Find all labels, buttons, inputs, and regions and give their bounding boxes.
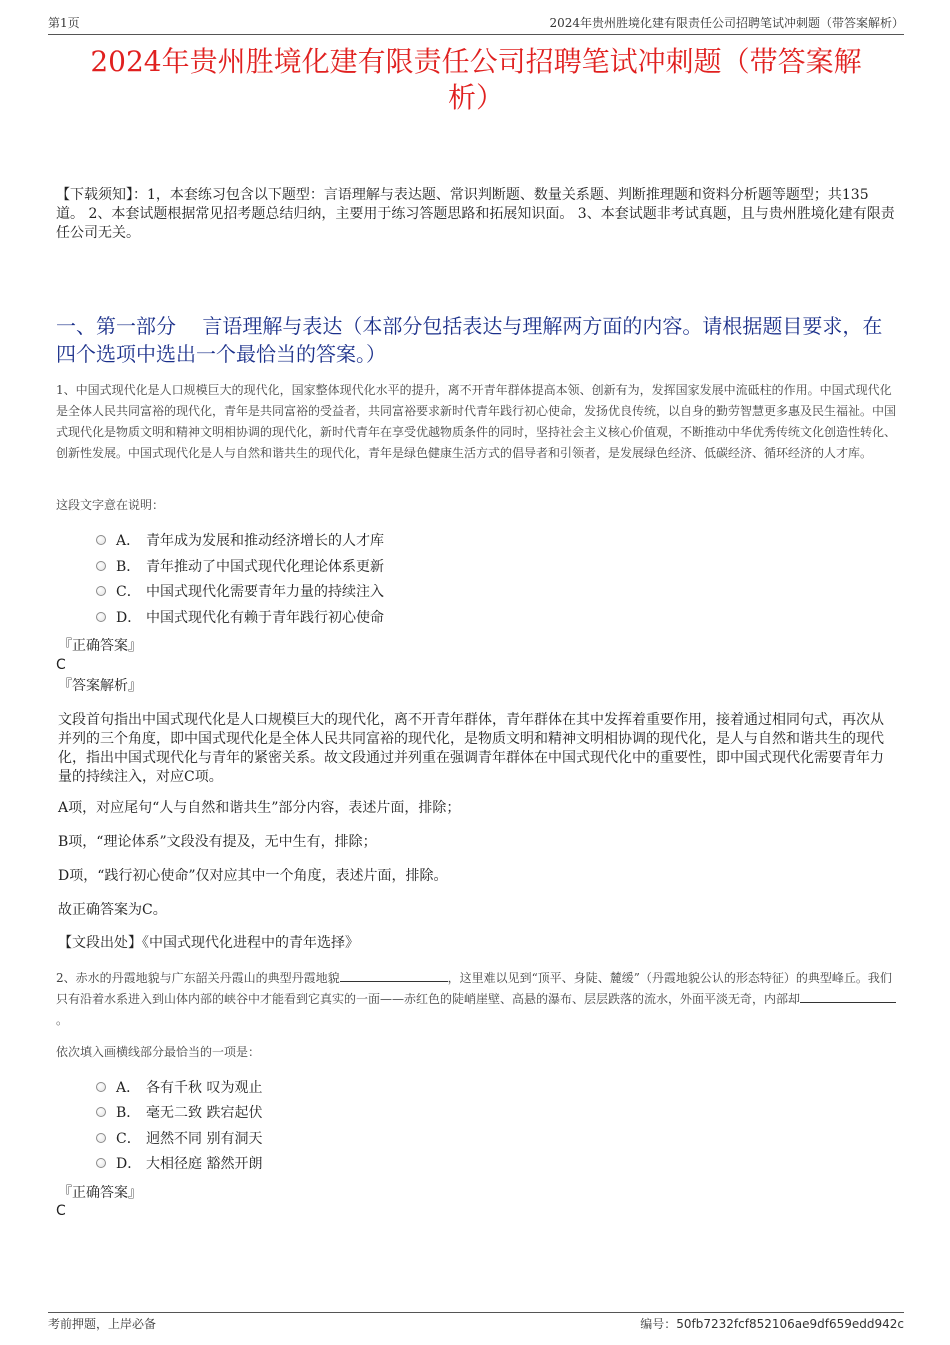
question-1-answer: C <box>56 657 66 673</box>
question-1-option-a[interactable]: A． 青年成为发展和推动经济增长的人才库 <box>96 530 384 552</box>
fill-blank-2[interactable] <box>800 990 896 1003</box>
question-1-conclusion: 故正确答案为C。 <box>58 902 167 918</box>
radio-icon[interactable] <box>96 1158 106 1168</box>
question-1-explain-d: D项，“践行初心使命”仅对应其中一个角度，表述片面，排除。 <box>58 868 448 884</box>
question-2-option-b[interactable]: B． 毫无二致 跌宕起伏 <box>96 1102 262 1124</box>
running-title: 2024年贵州胜境化建有限责任公司招聘笔试冲刺题（带答案解析） <box>549 16 904 30</box>
question-1-option-c[interactable]: C． 中国式现代化需要青年力量的持续注入 <box>96 581 384 603</box>
footer-code: 编号：50fb7232fcf852106ae9df659edd942c <box>640 1317 904 1331</box>
download-notice: 【下载须知】：1，本套练习包含以下题型：言语理解与表达题、常识判断题、数量关系题、判断推理题和资料分析题等题型；共135道。 2、本套试题根据常见招考题总结归纳，主要用于练习答题思路和拓展知识面。 3、本套试题非考试真题，且与贵州胜境化建有限责任公司无关。 <box>56 187 895 241</box>
question-2-option-d[interactable]: D． 大相径庭 豁然开朗 <box>96 1153 262 1175</box>
document-code: 50fb7232fcf852106ae9df659edd942c <box>676 1317 904 1331</box>
question-1-answer-label: 『正确答案』 <box>58 638 142 654</box>
section-title: 一、第一部分 言语理解与表达（本部分包括表达与理解两方面的内容。请根据题目要求，在四个选项中选出一个最恰当的答案。） <box>56 314 883 366</box>
question-1-prompt: 这段文字意在说明： <box>56 498 165 512</box>
radio-icon[interactable] <box>96 1107 106 1117</box>
radio-icon[interactable] <box>96 612 106 622</box>
radio-icon[interactable] <box>96 535 106 545</box>
page-number: 第1页 <box>48 16 80 30</box>
question-2-stem: 2、赤水的丹霞地貌与广东韶关丹霞山的典型丹霞地貌 ，这里难以见到“顶平、身陡、麓缓”（丹霞地貌公认的形态特征）的典型峰丘。我们只有沿着水系进入到山体内部的峡谷中才能看到它真实的一面——赤红色的陡峭崖壁、高悬的瀑布、层层跌落的流水，外面平淡无奇，内部却。 <box>56 968 896 1031</box>
question-2-answer-label: 『正确答案』 <box>58 1185 142 1201</box>
footer-slogan: 考前押题，上岸必备 <box>48 1317 157 1331</box>
question-1-analysis: 文段首句指出中国式现代化是人口规模巨大的现代化，离不开青年群体，青年群体在其中发挥着重要作用，接着通过相同句式，再次从并列的三个角度，即中国式现代化是全体人民共同富裕的现代化，是物质文明和精神文明相协调的现代化，是人与自然和谐共生的现代化，指出中国式现代化与青年的紧密关系。故文段通过并列重在强调青年群体在中国式现代化中的重要性，即中国式现代化需要青年力量的持续注入，对应C项。 <box>58 712 884 785</box>
question-1-option-d[interactable]: D． 中国式现代化有赖于青年践行初心使命 <box>96 607 384 629</box>
document-title-line1: 2024年贵州胜境化建有限责任公司招聘笔试冲刺题（带答案解 <box>90 45 862 78</box>
question-1-stem: 1、中国式现代化是人口规模巨大的现代化，国家整体现代化水平的提升，离不开青年群体提高本领、创新有为，发挥国家发展中流砥柱的作用。中国式现代化是全体人民共同富裕的现代化，青年是共同富裕的受益者，共同富裕要求新时代青年践行初心使命，发扬优良传统，以自身的勤劳智慧更多惠及民生福祉。中国式现代化是物质文明和精神文明相协调的现代化，新时代青年在享受优越物质条件的同时，坚持社会主义核心价值观，不断推动中华优秀传统文化创造性转化、创新性发展。中国式现代化是人与自然和谐共生的现代化，青年是绿色健康生活方式的倡导者和引领者，是发展绿色经济、低碳经济、循环经济的人才库。 <box>56 383 897 460</box>
question-2-answer: C <box>56 1203 66 1219</box>
fill-blank-1[interactable] <box>340 969 448 982</box>
question-2-option-c[interactable]: C． 迥然不同 别有洞天 <box>96 1128 262 1150</box>
question-1-source: 【文段出处】《中国式现代化进程中的青年选择》 <box>58 935 359 951</box>
question-2-prompt: 依次填入画横线部分最恰当的一项是： <box>56 1045 261 1059</box>
radio-icon[interactable] <box>96 586 106 596</box>
question-1-option-b[interactable]: B． 青年推动了中国式现代化理论体系更新 <box>96 556 384 578</box>
document-title <box>48 44 904 116</box>
question-1-analysis-label: 『答案解析』 <box>58 678 142 694</box>
radio-icon[interactable] <box>96 1133 106 1143</box>
document-title-line2: 析） <box>447 81 504 114</box>
page-footer <box>48 1312 904 1333</box>
question-2-option-a[interactable]: A． 各有千秋 叹为观止 <box>96 1077 262 1099</box>
question-1-explain-b: B项，“理论体系”文段没有提及，无中生有，排除； <box>58 834 377 850</box>
radio-icon[interactable] <box>96 1082 106 1092</box>
radio-icon[interactable] <box>96 561 106 571</box>
page-header <box>48 14 904 35</box>
question-1-explain-a: A项，对应尾句“人与自然和谐共生”部分内容，表述片面，排除； <box>58 800 461 816</box>
